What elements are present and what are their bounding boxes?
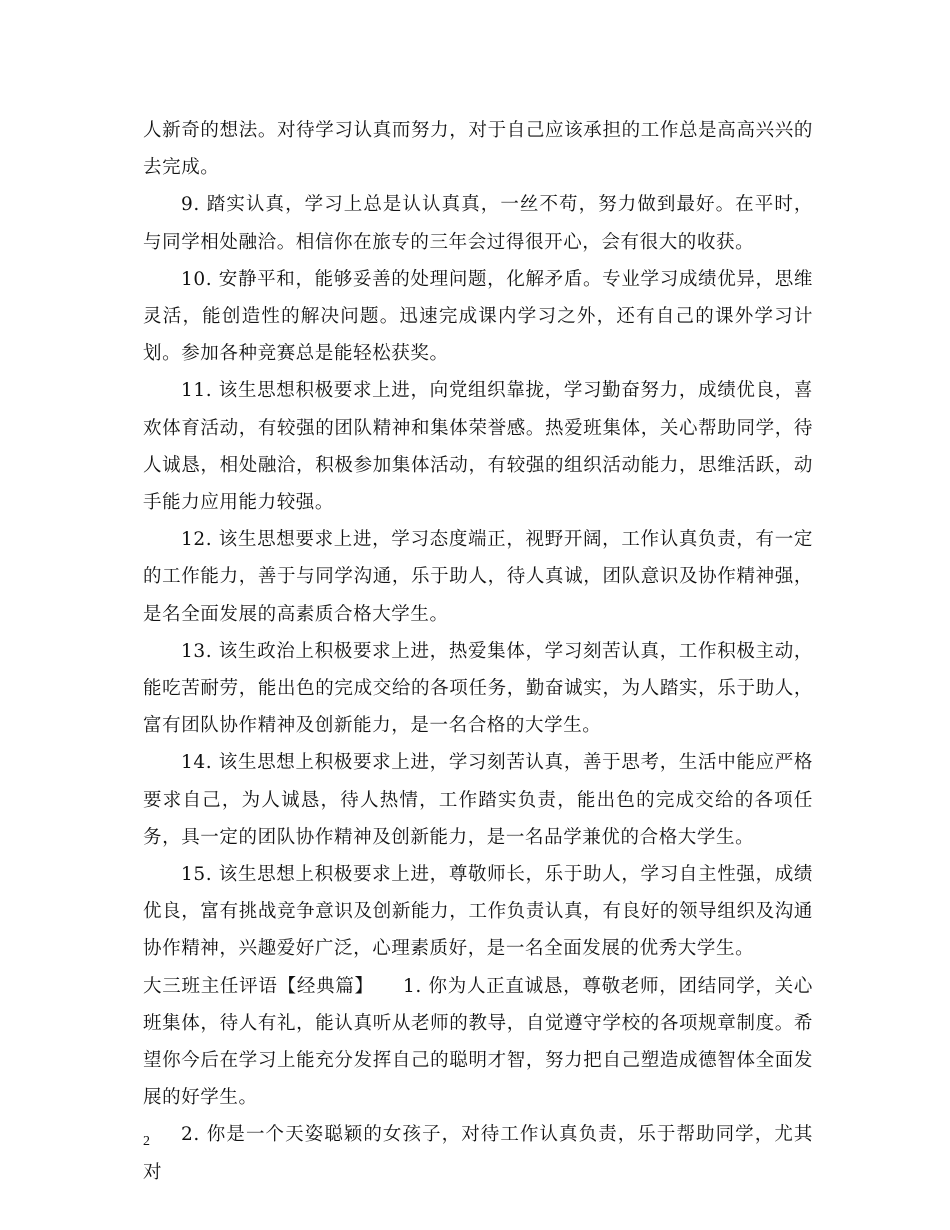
section-heading-paragraph: 大三班主任评语【经典篇】 1. 你为人正直诚恳，尊敬老师，团结同学，关心班集体，待人有礼，能认真听从老师的教导，自觉遵守学校的各项规章制度。希望你今后在学习上能充分发挥自己的聪明才智，努力把自己塑造成德智体全面发展的好学生。 — [143, 975, 813, 1109]
paragraph-item-10: 10. 安静平和，能够妥善的处理问题，化解矛盾。专业学习成绩优异，思维灵活，能创造性的解决问题。迅速完成课内学习之外，还有自己的课外学习计划。参加各种竞赛总是能轻松获奖。 — [143, 268, 813, 365]
paragraph-continuation: 人新奇的想法。对待学习认真而努力，对于自己应该承担的工作总是高高兴兴的去完成。 — [143, 120, 813, 179]
paragraph-item-2: 2. 你是一个天姿聪颖的女孩子，对待工作认真负责，乐于帮助同学，尤其对 — [143, 1124, 813, 1183]
paragraph-item-14: 14. 该生思想上积极要求上进，学习刻苦认真，善于思考，生活中能应严格要求自己，为人诚恳，待人热情，工作踏实负责，能出色的完成交给的各项任务，具一定的团队协作精神及创新能力，是一名品学兼优的合格大学生。 — [143, 752, 813, 848]
page-number: 2 — [143, 1134, 150, 1149]
paragraph-item-15: 15. 该生思想上积极要求上进，尊敬师长，乐于助人，学习自主性强，成绩优良，富有挑战竞争意识及创新能力，工作负责认真，有良好的领导组织及沟通协作精神，兴趣爱好广泛，心理素质好，是一名全面发展的优秀大学生。 — [143, 864, 813, 960]
paragraph-item-9: 9. 踏实认真，学习上总是认认真真，一丝不苟，努力做到最好。在平时，与同学相处融洽。相信你在旅专的三年会过得很开心，会有很大的收获。 — [143, 194, 813, 253]
document-body — [143, 112, 813, 1191]
paragraph-item-13: 13. 该生政治上积极要求上进，热爱集体，学习刻苦认真，工作积极主动，能吃苦耐劳，能出色的完成交给的各项任务，勤奋诚实，为人踏实，乐于助人，富有团队协作精神及创新能力，是一名合格的大学生。 — [143, 640, 813, 737]
paragraph-item-11: 11. 该生思想积极要求上进，向党组织靠拢，学习勤奋努力，成绩优良，喜欢体育活动，有较强的团队精神和集体荣誉感。热爱班集体，关心帮助同学，待人诚恳，相处融洽，积极参加集体活动，有较强的组织活动能力，思维活跃，动手能力应用能力较强。 — [143, 380, 813, 514]
paragraph-item-12: 12. 该生思想要求上进，学习态度端正，视野开阔，工作认真负责，有一定的工作能力，善于与同学沟通，乐于助人，待人真诚，团队意识及协作精神强，是名全面发展的高素质合格大学生。 — [143, 529, 813, 625]
